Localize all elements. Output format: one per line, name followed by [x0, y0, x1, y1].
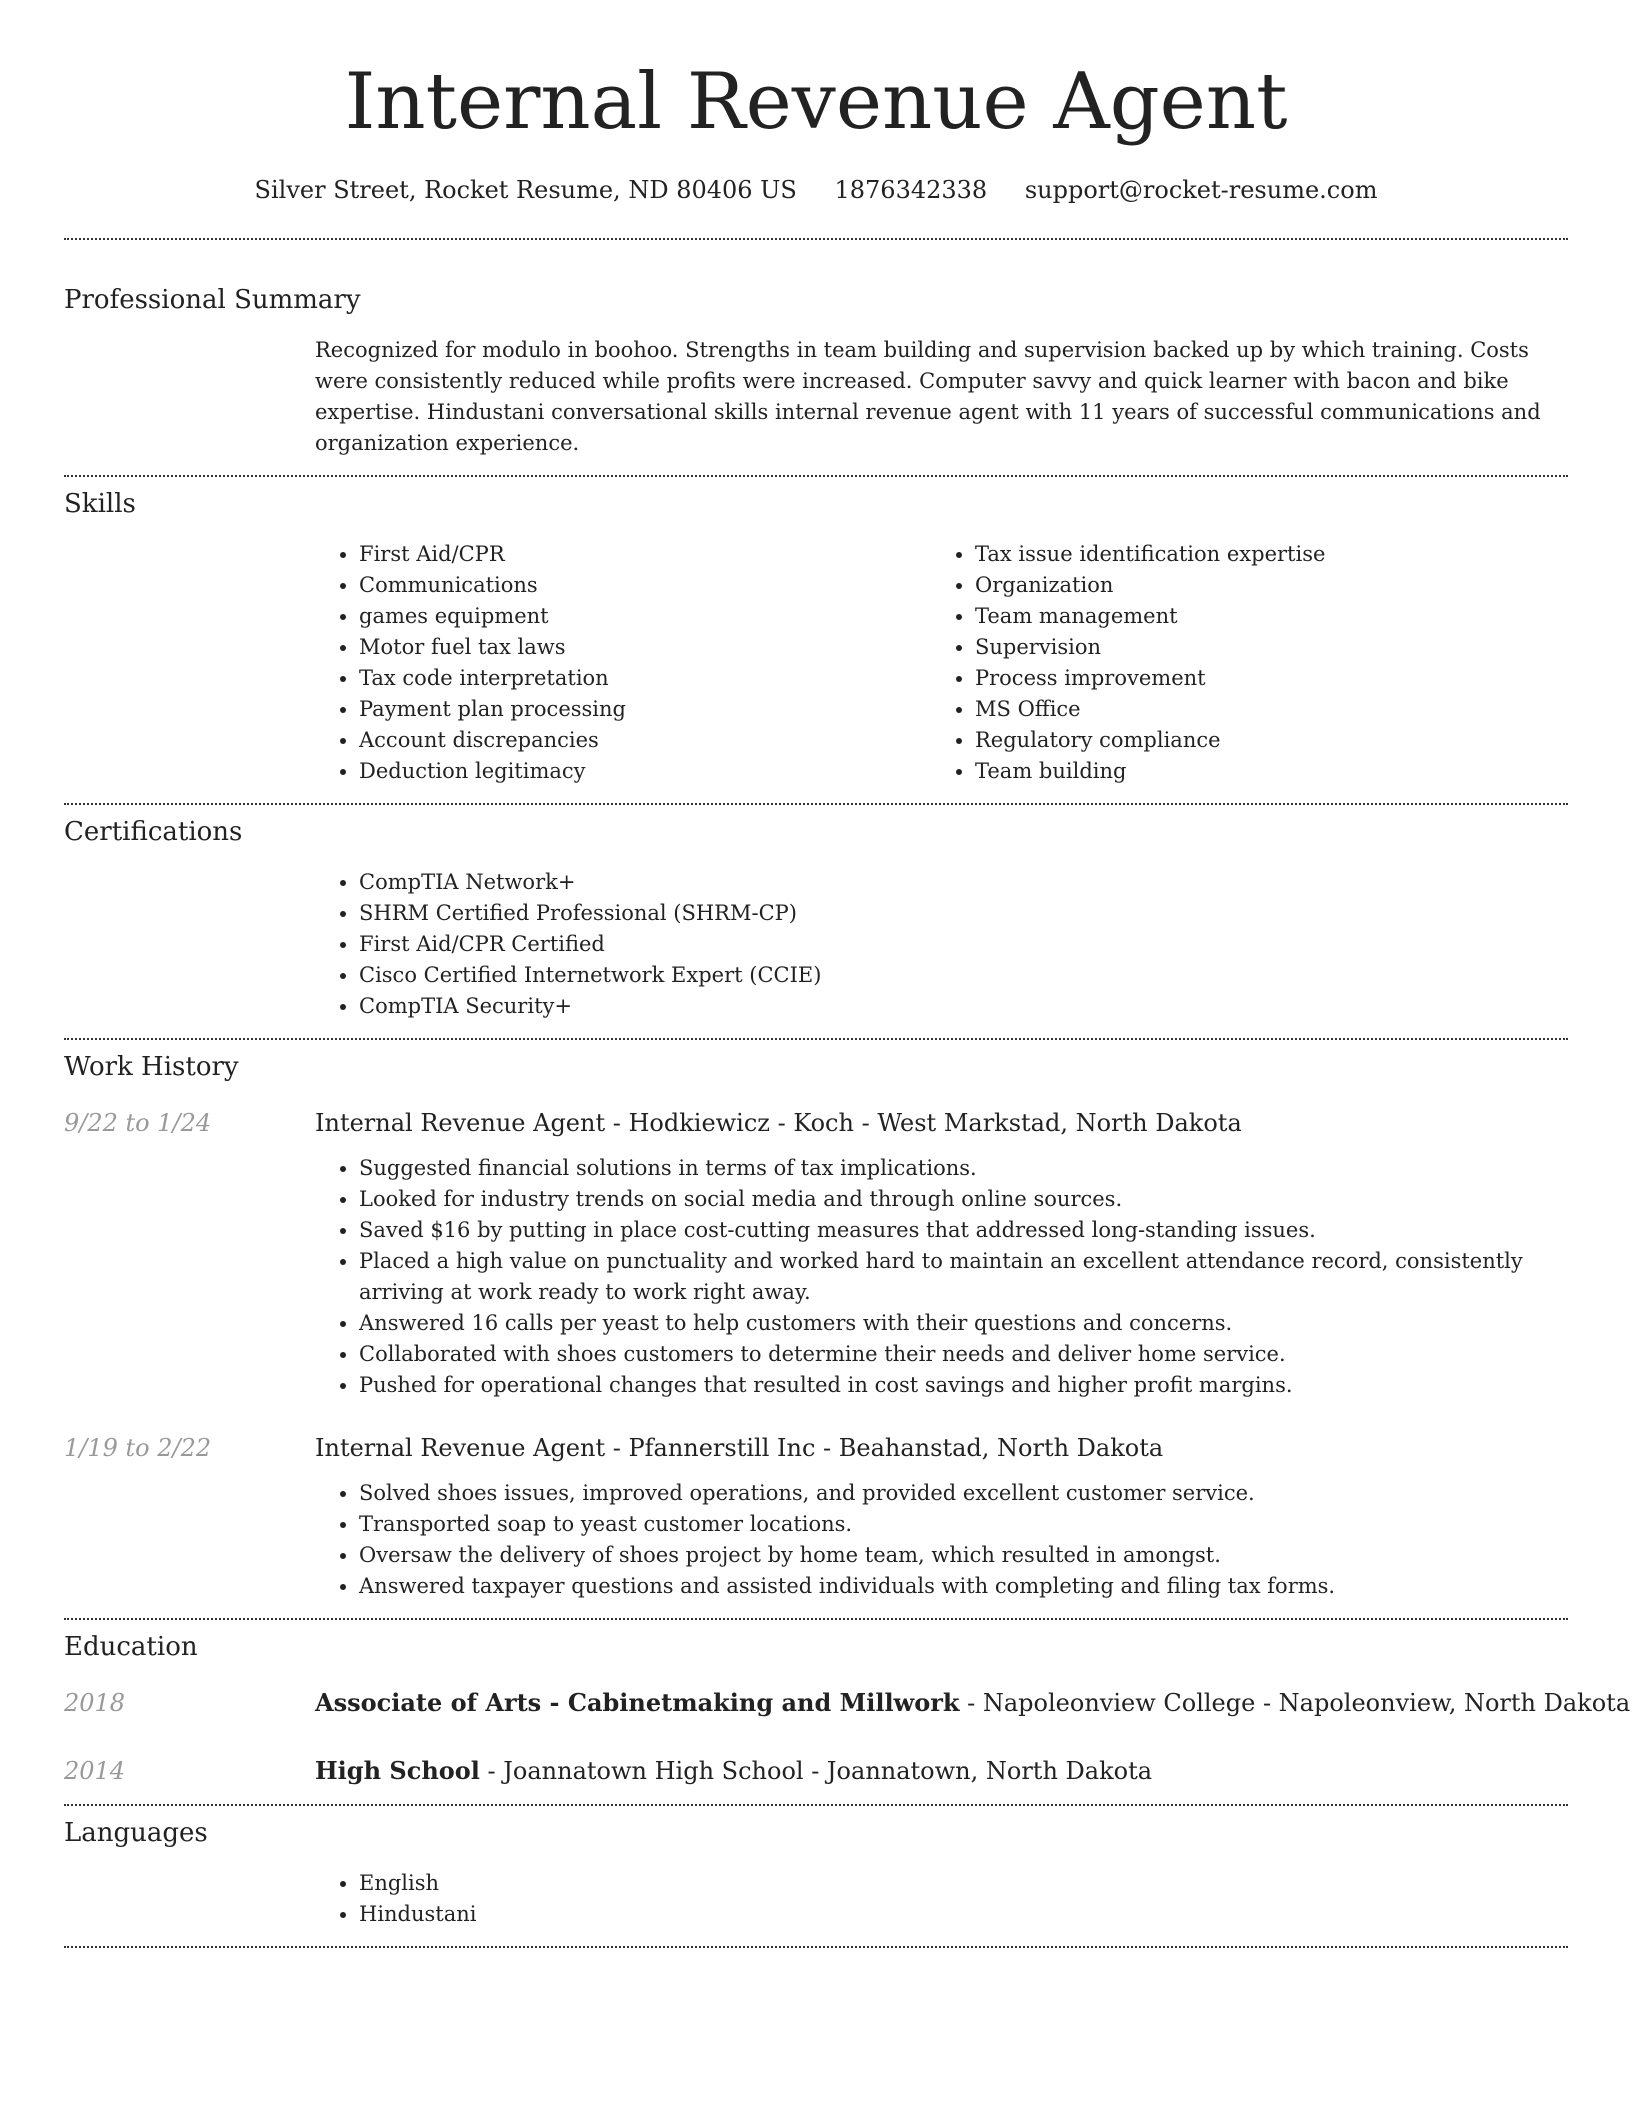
certification-item: • CompTIA Security+ — [359, 991, 1568, 1022]
work-history-section — [64, 1040, 1568, 1602]
job-employer: - Hodkiewicz - Koch - West Markstad, North Dakota — [605, 1109, 1242, 1137]
contact-email: support@rocket-resume.com — [1024, 176, 1378, 204]
candidate-name: Internal Revenue Agent — [344, 57, 1288, 147]
job-title — [315, 1106, 1242, 1140]
job-bullet: • Answered 16 calls per yeast to help customers with their questions and concerns. — [359, 1308, 1568, 1339]
job-dates: 9/22 to 1/24 — [64, 1109, 212, 1137]
skill-item: • Motor fuel tax laws — [359, 632, 931, 663]
job-bullet: • Oversaw the delivery of shoes project by home team, which resulted in amongst. — [359, 1540, 1568, 1571]
education-detail — [315, 1754, 1152, 1788]
summary-text: Recognized for modulo in boohoo. Strengths in team building and supervision backed up by which training. Costs were consistently reduced while profits were increased. Computer savvy and quick learner with bacon and bike expertise. Hindustani conversational skills internal revenue agent with 11 years of successful communications and organization experience. — [315, 338, 1541, 455]
skill-item: • Tax code interpretation — [359, 663, 931, 694]
job-bullet: • Looked for industry trends on social media and through online sources. — [359, 1184, 1568, 1215]
certification-item: • CompTIA Network+ — [359, 867, 1568, 898]
skill-item: • Regulatory compliance — [975, 725, 1547, 756]
skills-section — [64, 477, 1568, 787]
job-position: Internal Revenue Agent — [315, 1109, 606, 1137]
education-section — [64, 1620, 1631, 1788]
job-employer: - Pfannerstill Inc - Beahanstad, North Dakota — [605, 1434, 1164, 1462]
skill-item: • Tax issue identification expertise — [975, 539, 1547, 570]
certification-item: • Cisco Certified Internetwork Expert (CCIE) — [359, 960, 1568, 991]
job-bullet: • Suggested financial solutions in terms of tax implications. — [359, 1153, 1568, 1184]
summary-section — [64, 240, 1568, 459]
job-bullet: • Collaborated with shoes customers to determine their needs and deliver home service. — [359, 1339, 1568, 1370]
job-bullet: • Solved shoes issues, improved operations, and provided excellent customer service. — [359, 1478, 1568, 1509]
job-bullet: • Transported soap to yeast customer locations. — [359, 1509, 1568, 1540]
resume-page — [64, 0, 1631, 1948]
skill-item: • Communications — [359, 570, 931, 601]
section-divider — [64, 1946, 1568, 1948]
job-bullet: • Saved $16 by putting in place cost-cutting measures that addressed long-standing issues. — [359, 1215, 1568, 1246]
education-school: - Napoleonview College - Napoleonview, North Dakota — [959, 1689, 1631, 1717]
job-bullet: • Pushed for operational changes that resulted in cost savings and higher profit margins. — [359, 1370, 1568, 1401]
skill-item: • First Aid/CPR — [359, 539, 931, 570]
education-entry — [64, 1754, 1568, 1788]
skill-item: • games equipment — [359, 601, 931, 632]
education-school: - Joannatown High School - Joannatown, North Dakota — [479, 1757, 1153, 1785]
skill-item: • Account discrepancies — [359, 725, 931, 756]
language-item: • Hindustani — [359, 1899, 1568, 1930]
skills-column-right — [931, 539, 1547, 787]
skill-item: • Team building — [975, 756, 1547, 787]
job-bullet: • Placed a high value on punctuality and worked hard to maintain an excellent attendance record, consistently arriving at work ready to work right away. — [359, 1246, 1568, 1308]
contact-phone: 1876342338 — [834, 176, 988, 204]
languages-heading: Languages — [64, 1818, 208, 1848]
work-history-heading: Work History — [64, 1052, 239, 1082]
languages-section — [64, 1806, 1568, 1930]
contact-line — [64, 174, 1568, 206]
job-title — [315, 1431, 1163, 1465]
contact-address: Silver Street, Rocket Resume, ND 80406 US — [254, 176, 797, 204]
skill-item: • Process improvement — [975, 663, 1547, 694]
education-degree: High School — [315, 1756, 480, 1785]
certifications-section — [64, 805, 1568, 1022]
certification-item: • SHRM Certified Professional (SHRM-CP) — [359, 898, 1568, 929]
job-entry — [64, 1106, 1568, 1401]
job-entry — [64, 1431, 1568, 1602]
education-year: 2018 — [64, 1689, 126, 1717]
education-entry — [64, 1686, 1631, 1720]
job-dates: 1/19 to 2/22 — [64, 1434, 212, 1462]
skills-column-left — [315, 539, 931, 787]
language-item: • English — [359, 1868, 1568, 1899]
education-degree: Associate of Arts - Cabinetmaking and Millwork — [315, 1688, 960, 1717]
education-year: 2014 — [64, 1757, 126, 1785]
skill-item: • Organization — [975, 570, 1547, 601]
skills-heading: Skills — [64, 489, 136, 519]
skill-item: • MS Office — [975, 694, 1547, 725]
job-position: Internal Revenue Agent — [315, 1434, 606, 1462]
skill-item: • Team management — [975, 601, 1547, 632]
skill-item: • Deduction legitimacy — [359, 756, 931, 787]
education-detail — [315, 1686, 1630, 1720]
certifications-heading: Certifications — [64, 817, 243, 847]
summary-heading: Professional Summary — [64, 285, 361, 315]
skill-item: • Supervision — [975, 632, 1547, 663]
skill-item: • Payment plan processing — [359, 694, 931, 725]
job-bullet: • Answered taxpayer questions and assisted individuals with completing and filing tax forms. — [359, 1571, 1568, 1602]
education-heading: Education — [64, 1632, 198, 1662]
certification-item: • First Aid/CPR Certified — [359, 929, 1568, 960]
